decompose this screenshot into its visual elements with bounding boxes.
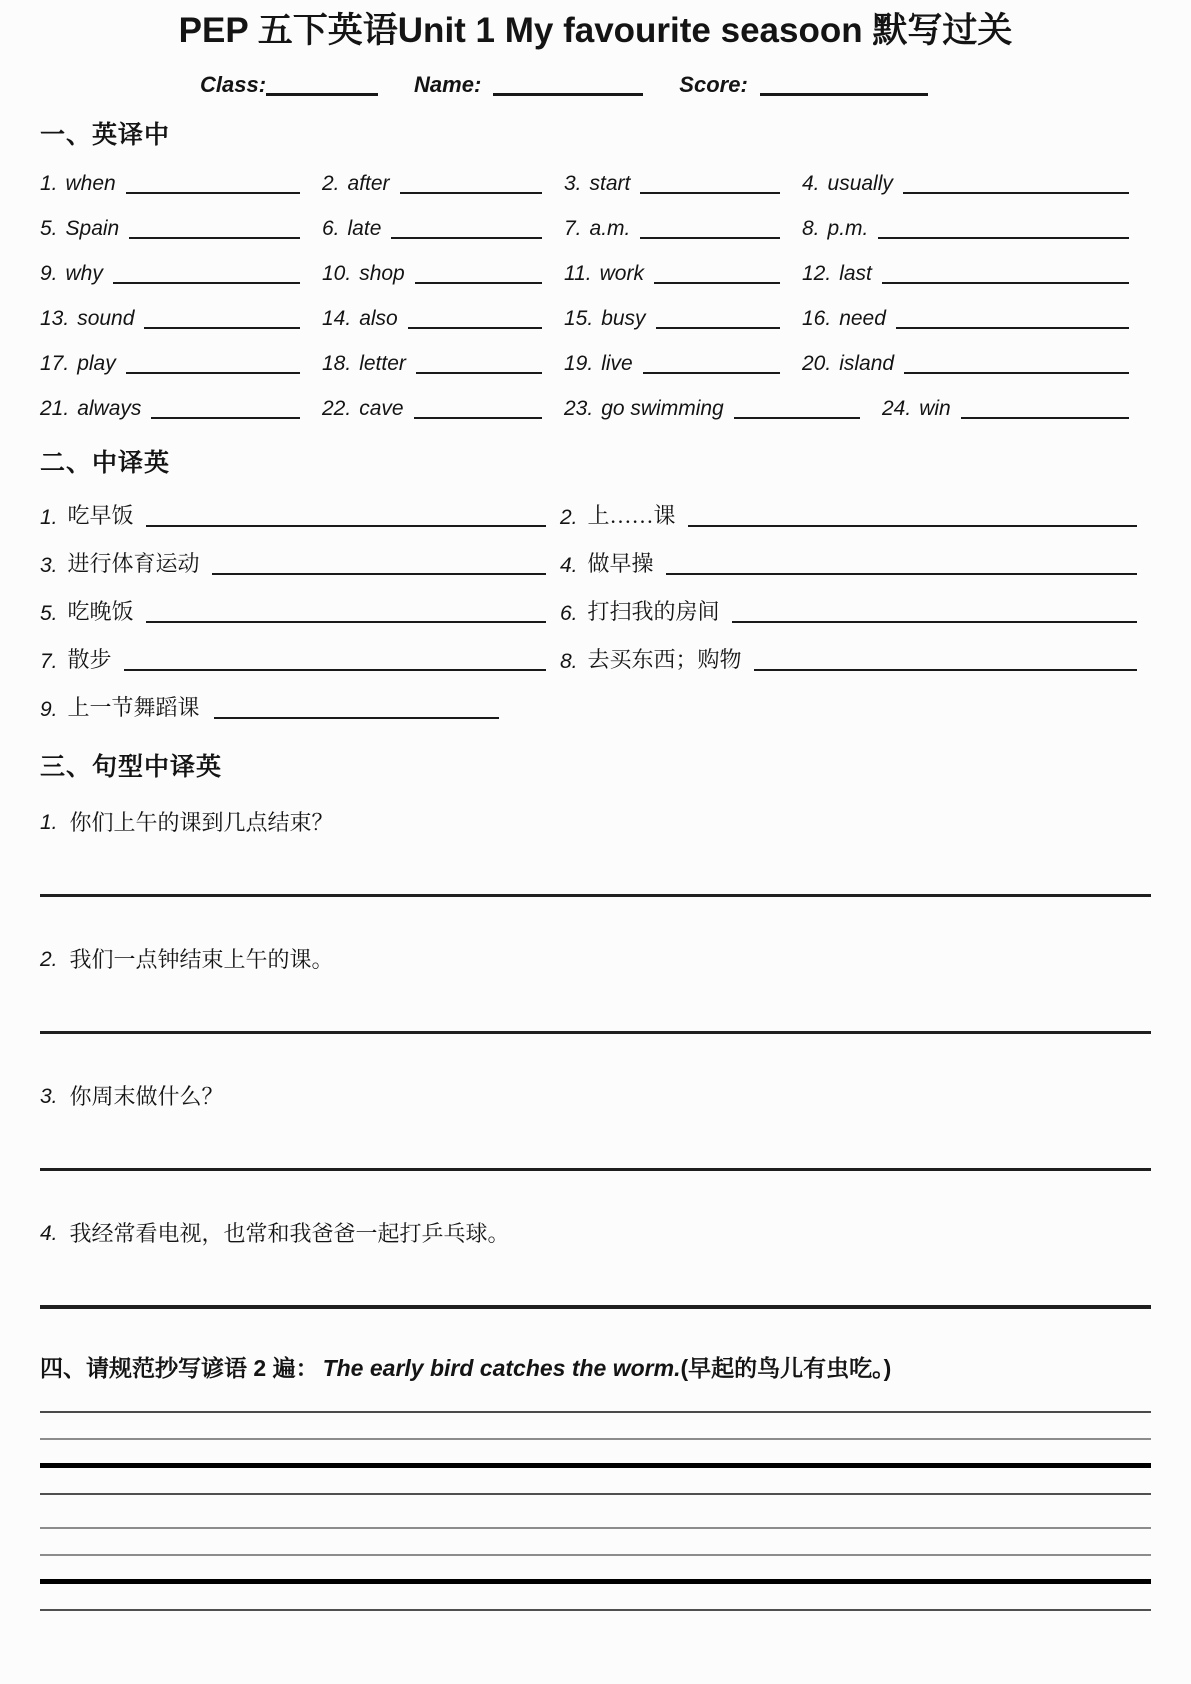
item-number: 6. <box>322 217 340 240</box>
item-number: 16. <box>802 307 832 330</box>
vocab-item <box>564 242 802 287</box>
vocab-item <box>802 287 1151 332</box>
answer-blank[interactable] <box>126 372 300 374</box>
answer-blank[interactable] <box>124 669 546 671</box>
name-label: Name: <box>414 72 482 97</box>
vocab-word: a.m. <box>589 217 631 240</box>
phrase-item <box>40 674 1151 722</box>
answer-blank[interactable] <box>415 282 542 284</box>
vocab-item <box>40 197 322 242</box>
item-number: 3. <box>564 172 582 195</box>
vocab-word: need <box>839 307 886 330</box>
vocab-word: Spain <box>65 217 120 240</box>
phrase-text: 上……课 <box>587 503 676 528</box>
vocab-item <box>40 377 322 422</box>
vocab-item <box>802 197 1151 242</box>
vocab-item <box>322 287 564 332</box>
class-label: Class: <box>200 72 267 97</box>
item-number: 7. <box>564 217 582 240</box>
item-number: 8. <box>560 650 578 673</box>
answer-blank[interactable] <box>113 282 300 284</box>
vocab-item <box>564 332 802 377</box>
item-number: 3. <box>40 554 58 577</box>
item-number: 13. <box>40 307 70 330</box>
worksheet-title: PEP 五下英语Unit 1 My favourite seasoon 默写过关 <box>178 11 1013 50</box>
answer-line[interactable] <box>40 1168 1151 1171</box>
practice-line[interactable] <box>40 1493 1151 1495</box>
sentence-item <box>40 1082 1151 1112</box>
item-number: 4. <box>40 1222 58 1245</box>
item-number: 4. <box>802 172 820 195</box>
vocab-word: always <box>77 397 142 420</box>
vocab-word: p.m. <box>827 217 869 240</box>
vocab-item <box>564 197 802 242</box>
vocab-item <box>802 332 1151 377</box>
sentence-item <box>40 945 1151 975</box>
sentence-text: 你们上午的课到几点结束？ <box>69 810 334 835</box>
vocab-word: start <box>589 172 631 195</box>
sentence-item <box>40 1219 1151 1249</box>
vocab-word: shop <box>359 262 405 285</box>
answer-blank[interactable] <box>666 573 1137 575</box>
class-field <box>200 72 378 98</box>
item-number: 1. <box>40 811 58 834</box>
handwriting-grid <box>40 1527 1151 1611</box>
practice-line-baseline[interactable] <box>40 1579 1151 1584</box>
vocab-word: sound <box>77 307 135 330</box>
vocab-word: island <box>839 352 895 375</box>
practice-line[interactable] <box>40 1438 1151 1440</box>
answer-blank[interactable] <box>640 192 780 194</box>
item-number: 5. <box>40 217 58 240</box>
proverb-translation: (早起的鸟儿有虫吃。) <box>680 1355 892 1381</box>
class-blank[interactable] <box>266 92 378 96</box>
vocab-word: also <box>359 307 398 330</box>
answer-blank[interactable] <box>144 327 300 329</box>
vocab-word: after <box>347 172 390 195</box>
item-number: 6. <box>560 602 578 625</box>
vocab-word: why <box>65 262 103 285</box>
answer-blank[interactable] <box>656 327 780 329</box>
item-number: 5. <box>40 602 58 625</box>
phrase-item <box>40 626 560 674</box>
answer-blank[interactable] <box>643 372 780 374</box>
item-number: 22. <box>322 397 352 420</box>
answer-line[interactable] <box>40 894 1151 897</box>
phrase-text: 散步 <box>67 647 112 672</box>
answer-blank[interactable] <box>146 621 546 623</box>
answer-blank[interactable] <box>391 237 542 239</box>
item-number: 12. <box>802 262 832 285</box>
phrase-item <box>560 482 1151 530</box>
vocab-word: last <box>839 262 872 285</box>
vocab-word: usually <box>827 172 893 195</box>
item-number: 24. <box>882 397 912 420</box>
vocab-item <box>564 287 802 332</box>
practice-line[interactable] <box>40 1609 1151 1611</box>
vocab-item <box>40 152 322 197</box>
item-number: 17. <box>40 352 70 375</box>
vocab-item <box>322 332 564 377</box>
answer-blank[interactable] <box>654 282 780 284</box>
vocab-item <box>802 152 1151 197</box>
answer-blank[interactable] <box>214 717 499 719</box>
phrase-text: 进行体育运动 <box>67 551 200 576</box>
vocab-word: play <box>77 352 116 375</box>
vocab-last-row <box>40 377 1151 422</box>
item-number: 1. <box>40 506 58 529</box>
answer-blank[interactable] <box>904 372 1129 374</box>
vocab-word: win <box>919 397 951 420</box>
answer-line[interactable] <box>40 1031 1151 1034</box>
copy-instruction: 四、请规范抄写谚语 2 遍： <box>40 1355 319 1381</box>
vocab-word: work <box>599 262 644 285</box>
meta-row <box>200 64 1151 98</box>
practice-line-baseline[interactable] <box>40 1463 1151 1468</box>
phrase-text: 做早操 <box>587 551 654 576</box>
phrase-text: 上一节舞蹈课 <box>67 695 200 720</box>
vocab-word: busy <box>601 307 646 330</box>
item-number: 2. <box>322 172 340 195</box>
vocab-item <box>40 332 322 377</box>
item-number: 19. <box>564 352 594 375</box>
vocab-item <box>802 242 1151 287</box>
section3-heading: 三、句型中译英 <box>40 753 223 781</box>
proverb-text: The early bird catches the worm. <box>322 1355 681 1381</box>
answer-blank[interactable] <box>400 192 542 194</box>
name-field <box>414 72 643 98</box>
answer-blank[interactable] <box>903 192 1129 194</box>
sentence-text: 你周末做什么？ <box>69 1084 224 1109</box>
item-number: 2. <box>40 948 58 971</box>
vocab-word: go swimming <box>601 397 724 420</box>
vocab-item <box>40 242 322 287</box>
item-number: 1. <box>40 172 58 195</box>
vocab-item <box>322 242 564 287</box>
item-number: 2. <box>560 506 578 529</box>
vocab-item <box>564 152 802 197</box>
section2-heading: 二、中译英 <box>40 449 171 477</box>
answer-blank[interactable] <box>212 573 546 575</box>
item-number: 15. <box>564 307 594 330</box>
phrase-item <box>560 530 1151 578</box>
vocab-item <box>322 377 564 422</box>
phrase-text: 去买东西；购物 <box>587 647 742 672</box>
item-number: 9. <box>40 262 58 285</box>
section4-heading <box>40 1353 1151 1383</box>
vocab-item <box>882 377 1151 422</box>
phrase-text: 吃早饭 <box>67 503 134 528</box>
answer-line[interactable] <box>40 1305 1151 1309</box>
practice-line[interactable] <box>40 1411 1151 1413</box>
phrase-item <box>40 530 560 578</box>
answer-blank[interactable] <box>126 192 300 194</box>
vocab-word: late <box>347 217 382 240</box>
item-number: 21. <box>40 397 70 420</box>
answer-blank[interactable] <box>878 237 1129 239</box>
answer-blank[interactable] <box>640 237 780 239</box>
handwriting-grid <box>40 1411 1151 1495</box>
answer-blank[interactable] <box>151 417 300 419</box>
item-number: 3. <box>40 1085 58 1108</box>
phrase-grid <box>40 482 1151 674</box>
answer-blank[interactable] <box>129 237 300 239</box>
name-blank[interactable] <box>493 92 643 96</box>
item-number: 23. <box>564 397 594 420</box>
vocab-word: cave <box>359 397 404 420</box>
phrase-text: 打扫我的房间 <box>587 599 720 624</box>
vocab-word: live <box>601 352 633 375</box>
vocab-grid <box>40 152 1151 377</box>
item-number: 9. <box>40 698 58 721</box>
answer-blank[interactable] <box>414 417 542 419</box>
item-number: 8. <box>802 217 820 240</box>
answer-blank[interactable] <box>688 525 1137 527</box>
vocab-item <box>40 287 322 332</box>
sentence-text: 我经常看电视，也常和我爸爸一起打乒乓球。 <box>69 1221 510 1246</box>
item-number: 11. <box>564 262 592 285</box>
phrase-text: 吃晚饭 <box>67 599 134 624</box>
phrase-item <box>560 626 1151 674</box>
answer-blank[interactable] <box>408 327 542 329</box>
item-number: 10. <box>322 262 352 285</box>
score-label: Score: <box>679 72 748 97</box>
sentence-item <box>40 808 1151 838</box>
answer-blank[interactable] <box>734 417 860 419</box>
answer-blank[interactable] <box>146 525 546 527</box>
vocab-word: letter <box>359 352 406 375</box>
practice-line[interactable] <box>40 1554 1151 1556</box>
sentence-text: 我们一点钟结束上午的课。 <box>69 947 334 972</box>
item-number: 20. <box>802 352 832 375</box>
answer-blank[interactable] <box>732 621 1137 623</box>
answer-blank[interactable] <box>961 417 1129 419</box>
vocab-item <box>322 197 564 242</box>
item-number: 4. <box>560 554 578 577</box>
item-number: 7. <box>40 650 58 673</box>
answer-blank[interactable] <box>882 282 1129 284</box>
vocab-item <box>564 377 882 422</box>
phrase-item <box>560 578 1151 626</box>
item-number: 18. <box>322 352 352 375</box>
answer-blank[interactable] <box>416 372 542 374</box>
practice-line[interactable] <box>40 1527 1151 1529</box>
vocab-item <box>322 152 564 197</box>
item-number: 14. <box>322 307 352 330</box>
answer-blank[interactable] <box>896 327 1129 329</box>
vocab-word: when <box>65 172 116 195</box>
phrase-item <box>40 578 560 626</box>
section1-heading: 一、英译中 <box>40 121 171 149</box>
answer-blank[interactable] <box>754 669 1137 671</box>
phrase-item <box>40 482 560 530</box>
score-blank[interactable] <box>760 92 928 96</box>
score-field <box>679 72 927 98</box>
